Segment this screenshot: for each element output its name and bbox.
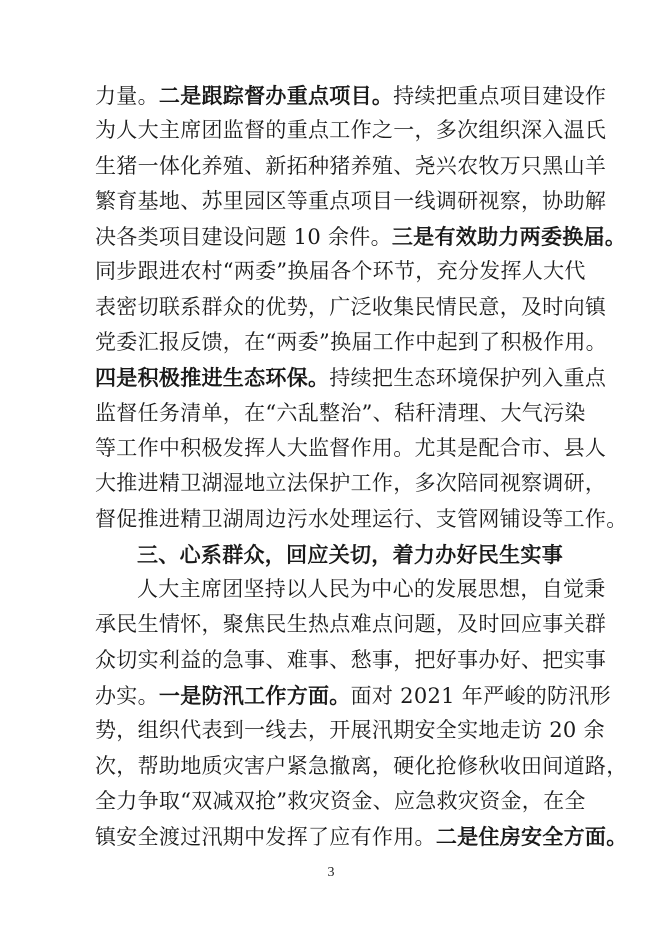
text-line: 等工作中积极发挥人大监督作用。尤其是配合市、县人 [95, 435, 607, 460]
text-line: 表密切联系群众的优势，广泛收集民情民意，及时向镇 [95, 294, 607, 319]
text-line: 力量。二是跟踪督办重点项目。持续把重点项目建设作 [95, 83, 607, 108]
text-line: 办实。一是防汛工作方面。面对 2021 年严峻的防汛形 [95, 683, 611, 709]
text-line: 承民生情怀，聚焦民生热点难点问题，及时回应事关群 [95, 612, 607, 637]
text-line: 督促推进精卫湖周边污水处理运行、支管网铺设等工作。 [95, 506, 628, 531]
text-line: 全力争取“双减双抢”救灾资金、应急救灾资金，在全 [95, 788, 586, 813]
text-line: 次，帮助地质灾害户紧急撤离，硬化抢修秋收田间道路， [95, 753, 628, 778]
page-number: 3 [327, 865, 335, 880]
text-line: 决各类项目建设问题 10 余件。三是有效助力两委换届。 [95, 224, 627, 250]
text-line: 势，组织代表到一线去，开展汛期安全实地走访 20 余 [95, 718, 605, 743]
section-heading: 三、心系群众，回应关切，着力办好民生实事 [137, 541, 563, 567]
text-line: 繁育基地、苏里园区等重点项目一线调研视察，协助解 [95, 188, 607, 213]
text-line: 镇安全渡过汛期中发挥了应有作用。二是住房安全方面。 [95, 824, 628, 850]
body-text [95, 78, 628, 855]
text-line: 党委汇报反馈，在“两委”换届工作中起到了积极作用。 [95, 330, 607, 355]
text-line: 为人大主席团监督的重点工作之一，多次组织深入温氏 [95, 118, 607, 143]
text-line: 四是积极推进生态环保。持续把生态环境保护列入重点 [95, 365, 607, 391]
text-line: 大推进精卫湖湿地立法保护工作，多次陪同视察调研， [95, 471, 607, 496]
text-line: 同步跟进农村“两委”换届各个环节，充分发挥人大代 [95, 259, 586, 284]
text-line: 众切实利益的急事、难事、愁事，把好事办好、把实事 [95, 647, 607, 672]
text-line: 人大主席团坚持以人民为中心的发展思想，自觉秉 [137, 577, 606, 602]
text-line: 生猪一体化养殖、新拓种猪养殖、尧兴农牧万只黑山羊 [95, 153, 607, 178]
text-line: 监督任务清单，在“六乱整治”、秸秆清理、大气污染 [95, 400, 586, 425]
